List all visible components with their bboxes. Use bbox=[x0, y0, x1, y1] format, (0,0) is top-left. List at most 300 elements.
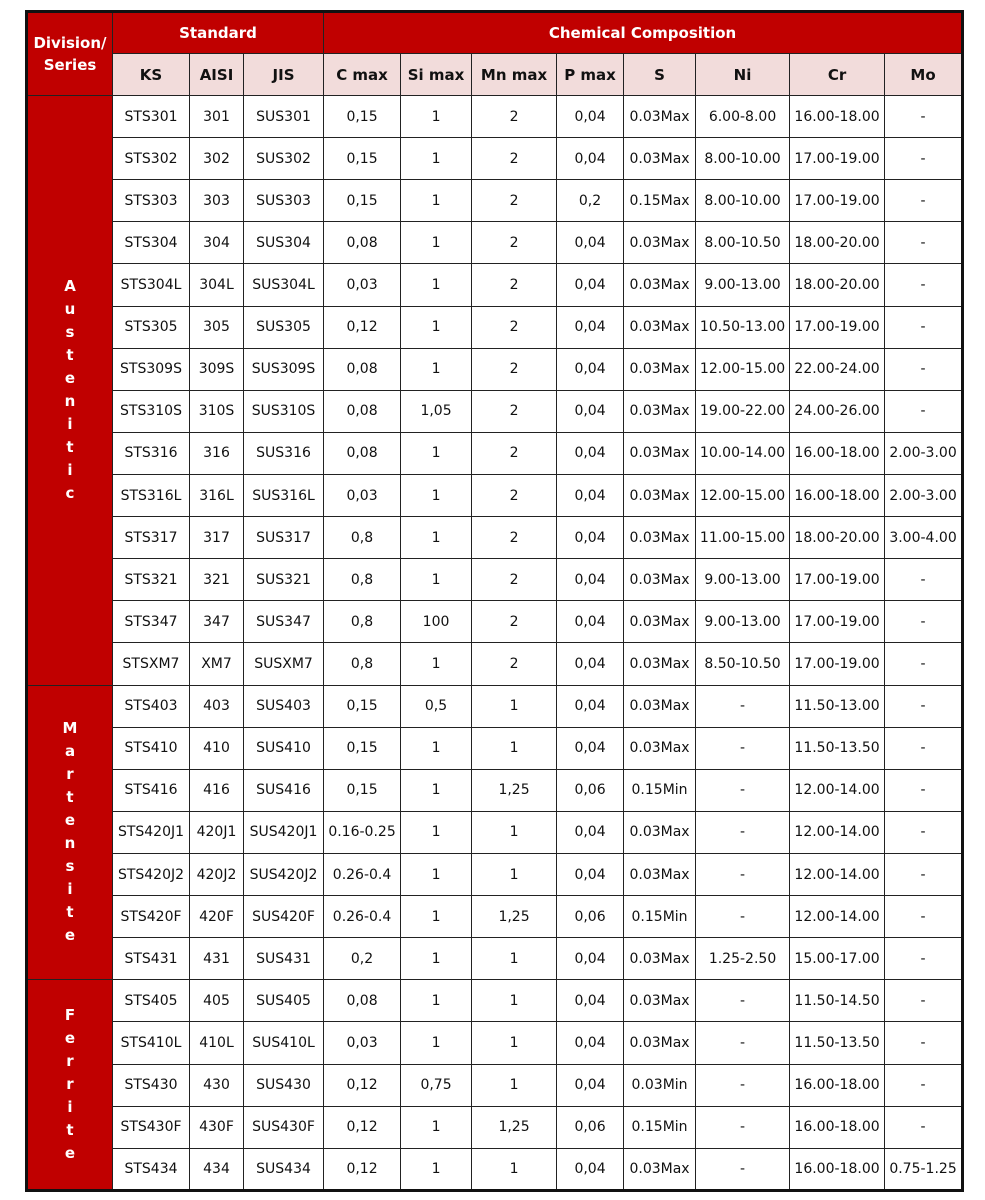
cell-si-max: 1 bbox=[401, 517, 472, 559]
column-header-row bbox=[27, 54, 963, 96]
cell-aisi: 420F bbox=[190, 896, 244, 938]
steel-composition-table bbox=[25, 10, 964, 1192]
cell-jis: SUS305 bbox=[244, 306, 324, 348]
cell-aisi: 431 bbox=[190, 938, 244, 980]
cell-s: 0.03Max bbox=[624, 517, 696, 559]
cell-si-max: 100 bbox=[401, 601, 472, 643]
col-header-s: S bbox=[624, 54, 696, 96]
cell-p-max: 0,04 bbox=[557, 138, 624, 180]
cell-aisi: 420J1 bbox=[190, 811, 244, 853]
cell-s: 0.03Max bbox=[624, 1148, 696, 1190]
cell-mn-max: 1 bbox=[472, 811, 557, 853]
cell-jis: SUS430 bbox=[244, 1064, 324, 1106]
cell-p-max: 0,04 bbox=[557, 390, 624, 432]
col-header-c-max: C max bbox=[324, 54, 401, 96]
cell-ni: - bbox=[696, 811, 790, 853]
table-row bbox=[27, 1064, 963, 1106]
cell-cr: 12.00-14.00 bbox=[790, 896, 885, 938]
cell-aisi: 303 bbox=[190, 180, 244, 222]
cell-ks: STS303 bbox=[113, 180, 190, 222]
division-letter: M bbox=[62, 719, 78, 738]
cell-ni: - bbox=[696, 685, 790, 727]
cell-mo: - bbox=[885, 601, 963, 643]
cell-ks: STS403 bbox=[113, 685, 190, 727]
cell-si-max: 1 bbox=[401, 769, 472, 811]
table-row bbox=[27, 264, 963, 306]
cell-mo: - bbox=[885, 727, 963, 769]
division-series-header: Division/ Series bbox=[27, 12, 113, 96]
col-header-ni: Ni bbox=[696, 54, 790, 96]
table-row bbox=[27, 853, 963, 895]
cell-s: 0.03Max bbox=[624, 474, 696, 516]
cell-p-max: 0,04 bbox=[557, 559, 624, 601]
cell-p-max: 0,04 bbox=[557, 601, 624, 643]
division-letter: i bbox=[67, 415, 73, 434]
cell-c-max: 0,8 bbox=[324, 517, 401, 559]
cell-cr: 17.00-19.00 bbox=[790, 643, 885, 685]
cell-aisi: 410L bbox=[190, 1022, 244, 1064]
cell-mn-max: 1 bbox=[472, 1022, 557, 1064]
cell-aisi: 301 bbox=[190, 96, 244, 138]
division-letter: A bbox=[64, 277, 76, 296]
cell-mo: - bbox=[885, 853, 963, 895]
cell-si-max: 1 bbox=[401, 264, 472, 306]
division-letter: t bbox=[66, 1121, 74, 1140]
cell-jis: SUSXM7 bbox=[244, 643, 324, 685]
cell-c-max: 0,03 bbox=[324, 474, 401, 516]
cell-si-max: 0,75 bbox=[401, 1064, 472, 1106]
cell-jis: SUS420J1 bbox=[244, 811, 324, 853]
table-row bbox=[27, 390, 963, 432]
cell-mn-max: 2 bbox=[472, 306, 557, 348]
table-row bbox=[27, 685, 963, 727]
cell-ks: STSXM7 bbox=[113, 643, 190, 685]
division-letter: n bbox=[64, 834, 76, 853]
cell-si-max: 1 bbox=[401, 222, 472, 264]
table-row bbox=[27, 980, 963, 1022]
cell-ks: STS416 bbox=[113, 769, 190, 811]
division-letter: t bbox=[66, 903, 74, 922]
division-letter: s bbox=[65, 857, 75, 876]
cell-s: 0.03Max bbox=[624, 938, 696, 980]
cell-jis: SUS403 bbox=[244, 685, 324, 727]
division-label-ferrite bbox=[27, 980, 113, 1191]
cell-mn-max: 1,25 bbox=[472, 896, 557, 938]
cell-jis: SUS301 bbox=[244, 96, 324, 138]
cell-p-max: 0,04 bbox=[557, 222, 624, 264]
cell-cr: 11.50-13.00 bbox=[790, 685, 885, 727]
cell-mn-max: 1,25 bbox=[472, 769, 557, 811]
division-letter: e bbox=[64, 1144, 76, 1163]
cell-jis: SUS304L bbox=[244, 264, 324, 306]
cell-si-max: 1 bbox=[401, 938, 472, 980]
cell-si-max: 1 bbox=[401, 896, 472, 938]
cell-mo: - bbox=[885, 222, 963, 264]
cell-p-max: 0,04 bbox=[557, 811, 624, 853]
cell-mn-max: 1 bbox=[472, 980, 557, 1022]
cell-mo: - bbox=[885, 811, 963, 853]
cell-mn-max: 2 bbox=[472, 432, 557, 474]
cell-aisi: 316L bbox=[190, 474, 244, 516]
cell-ks: STS430 bbox=[113, 1064, 190, 1106]
cell-c-max: 0,15 bbox=[324, 138, 401, 180]
cell-mo: 2.00-3.00 bbox=[885, 432, 963, 474]
col-header-mo: Mo bbox=[885, 54, 963, 96]
cell-p-max: 0,04 bbox=[557, 432, 624, 474]
cell-ni: 8.50-10.50 bbox=[696, 643, 790, 685]
cell-aisi: 309S bbox=[190, 348, 244, 390]
cell-jis: SUS420F bbox=[244, 896, 324, 938]
cell-si-max: 1 bbox=[401, 1148, 472, 1190]
cell-cr: 12.00-14.00 bbox=[790, 769, 885, 811]
cell-cr: 17.00-19.00 bbox=[790, 601, 885, 643]
cell-ni: 8.00-10.00 bbox=[696, 180, 790, 222]
cell-c-max: 0,03 bbox=[324, 1022, 401, 1064]
cell-mo: - bbox=[885, 264, 963, 306]
table-row bbox=[27, 222, 963, 264]
table-row bbox=[27, 769, 963, 811]
cell-mn-max: 1 bbox=[472, 1064, 557, 1106]
cell-s: 0.03Max bbox=[624, 390, 696, 432]
cell-c-max: 0,03 bbox=[324, 264, 401, 306]
division-letter: r bbox=[66, 765, 74, 784]
cell-s: 0.03Max bbox=[624, 1022, 696, 1064]
cell-cr: 16.00-18.00 bbox=[790, 96, 885, 138]
cell-jis: SUS410 bbox=[244, 727, 324, 769]
division-letter: s bbox=[65, 323, 75, 342]
cell-ni: - bbox=[696, 1106, 790, 1148]
division-letter: i bbox=[67, 461, 73, 480]
cell-p-max: 0,04 bbox=[557, 685, 624, 727]
cell-aisi: 405 bbox=[190, 980, 244, 1022]
cell-aisi: 317 bbox=[190, 517, 244, 559]
cell-p-max: 0,04 bbox=[557, 853, 624, 895]
cell-s: 0.03Max bbox=[624, 727, 696, 769]
cell-ks: STS316L bbox=[113, 474, 190, 516]
cell-ks: STS309S bbox=[113, 348, 190, 390]
cell-cr: 17.00-19.00 bbox=[790, 180, 885, 222]
cell-s: 0.03Max bbox=[624, 222, 696, 264]
chemical-composition-header: Chemical Composition bbox=[324, 12, 963, 54]
cell-mo: 2.00-3.00 bbox=[885, 474, 963, 516]
cell-jis: SUS410L bbox=[244, 1022, 324, 1064]
cell-ks: STS434 bbox=[113, 1148, 190, 1190]
cell-c-max: 0.26-0.4 bbox=[324, 896, 401, 938]
cell-aisi: 304L bbox=[190, 264, 244, 306]
col-header-mn-max: Mn max bbox=[472, 54, 557, 96]
table-row bbox=[27, 138, 963, 180]
cell-s: 0.03Max bbox=[624, 96, 696, 138]
cell-ks: STS410 bbox=[113, 727, 190, 769]
cell-p-max: 0,06 bbox=[557, 769, 624, 811]
cell-c-max: 0,15 bbox=[324, 727, 401, 769]
cell-c-max: 0,12 bbox=[324, 1148, 401, 1190]
cell-aisi: 302 bbox=[190, 138, 244, 180]
cell-si-max: 1 bbox=[401, 643, 472, 685]
cell-ks: STS410L bbox=[113, 1022, 190, 1064]
cell-aisi: 347 bbox=[190, 601, 244, 643]
cell-s: 0.03Max bbox=[624, 264, 696, 306]
cell-s: 0.15Min bbox=[624, 896, 696, 938]
cell-c-max: 0.26-0.4 bbox=[324, 853, 401, 895]
cell-aisi: 430 bbox=[190, 1064, 244, 1106]
cell-c-max: 0,08 bbox=[324, 980, 401, 1022]
cell-c-max: 0,15 bbox=[324, 769, 401, 811]
cell-mn-max: 1 bbox=[472, 853, 557, 895]
cell-c-max: 0,15 bbox=[324, 685, 401, 727]
cell-mo: - bbox=[885, 180, 963, 222]
cell-s: 0.03Max bbox=[624, 643, 696, 685]
cell-jis: SUS321 bbox=[244, 559, 324, 601]
table-row bbox=[27, 1022, 963, 1064]
col-header-aisi: AISI bbox=[190, 54, 244, 96]
cell-ks: STS304 bbox=[113, 222, 190, 264]
cell-ks: STS302 bbox=[113, 138, 190, 180]
cell-ni: 11.00-15.00 bbox=[696, 517, 790, 559]
division-letter: F bbox=[64, 1006, 76, 1025]
cell-jis: SUS416 bbox=[244, 769, 324, 811]
cell-aisi: 416 bbox=[190, 769, 244, 811]
cell-si-max: 1 bbox=[401, 180, 472, 222]
cell-aisi: 304 bbox=[190, 222, 244, 264]
table-row bbox=[27, 1148, 963, 1190]
cell-cr: 12.00-14.00 bbox=[790, 811, 885, 853]
cell-c-max: 0,08 bbox=[324, 222, 401, 264]
cell-aisi: XM7 bbox=[190, 643, 244, 685]
cell-mo: - bbox=[885, 1106, 963, 1148]
cell-c-max: 0,8 bbox=[324, 643, 401, 685]
cell-si-max: 1 bbox=[401, 474, 472, 516]
table-row bbox=[27, 896, 963, 938]
cell-jis: SUS405 bbox=[244, 980, 324, 1022]
table-row bbox=[27, 474, 963, 516]
cell-cr: 18.00-20.00 bbox=[790, 517, 885, 559]
cell-c-max: 0.16-0.25 bbox=[324, 811, 401, 853]
cell-si-max: 1 bbox=[401, 727, 472, 769]
cell-ni: 6.00-8.00 bbox=[696, 96, 790, 138]
cell-mn-max: 1,25 bbox=[472, 1106, 557, 1148]
cell-ks: STS430F bbox=[113, 1106, 190, 1148]
cell-jis: SUS420J2 bbox=[244, 853, 324, 895]
cell-cr: 22.00-24.00 bbox=[790, 348, 885, 390]
division-letter: t bbox=[66, 788, 74, 807]
table-row bbox=[27, 727, 963, 769]
cell-mn-max: 2 bbox=[472, 559, 557, 601]
cell-mn-max: 2 bbox=[472, 222, 557, 264]
cell-jis: SUS317 bbox=[244, 517, 324, 559]
cell-cr: 11.50-13.50 bbox=[790, 727, 885, 769]
table-row bbox=[27, 559, 963, 601]
standard-header: Standard bbox=[113, 12, 324, 54]
cell-mo: 0.75-1.25 bbox=[885, 1148, 963, 1190]
cell-ni: 8.00-10.50 bbox=[696, 222, 790, 264]
cell-s: 0.15Max bbox=[624, 180, 696, 222]
cell-mo: - bbox=[885, 938, 963, 980]
cell-ks: STS420F bbox=[113, 896, 190, 938]
cell-p-max: 0,04 bbox=[557, 517, 624, 559]
division-letter: e bbox=[64, 1029, 76, 1048]
cell-mo: - bbox=[885, 390, 963, 432]
cell-p-max: 0,04 bbox=[557, 980, 624, 1022]
division-label-austenitic bbox=[27, 96, 113, 686]
cell-aisi: 305 bbox=[190, 306, 244, 348]
cell-mn-max: 1 bbox=[472, 938, 557, 980]
cell-jis: SUS302 bbox=[244, 138, 324, 180]
cell-si-max: 1,05 bbox=[401, 390, 472, 432]
cell-cr: 18.00-20.00 bbox=[790, 264, 885, 306]
cell-ni: 10.50-13.00 bbox=[696, 306, 790, 348]
cell-s: 0.03Max bbox=[624, 432, 696, 474]
cell-jis: SUS304 bbox=[244, 222, 324, 264]
cell-ni: - bbox=[696, 853, 790, 895]
cell-p-max: 0,04 bbox=[557, 348, 624, 390]
cell-ni: 9.00-13.00 bbox=[696, 601, 790, 643]
cell-cr: 18.00-20.00 bbox=[790, 222, 885, 264]
cell-p-max: 0,04 bbox=[557, 306, 624, 348]
cell-s: 0.03Max bbox=[624, 853, 696, 895]
cell-c-max: 0,08 bbox=[324, 432, 401, 474]
division-letter: a bbox=[64, 742, 76, 761]
cell-ni: - bbox=[696, 896, 790, 938]
cell-si-max: 1 bbox=[401, 1022, 472, 1064]
cell-c-max: 0,12 bbox=[324, 1064, 401, 1106]
cell-s: 0.03Max bbox=[624, 601, 696, 643]
cell-cr: 11.50-14.50 bbox=[790, 980, 885, 1022]
col-header-p-max: P max bbox=[557, 54, 624, 96]
cell-aisi: 430F bbox=[190, 1106, 244, 1148]
cell-mo: - bbox=[885, 348, 963, 390]
cell-si-max: 1 bbox=[401, 559, 472, 601]
col-header-cr: Cr bbox=[790, 54, 885, 96]
cell-aisi: 310S bbox=[190, 390, 244, 432]
cell-si-max: 1 bbox=[401, 348, 472, 390]
cell-s: 0.03Max bbox=[624, 811, 696, 853]
cell-ks: STS304L bbox=[113, 264, 190, 306]
cell-si-max: 1 bbox=[401, 432, 472, 474]
cell-jis: SUS303 bbox=[244, 180, 324, 222]
table-row bbox=[27, 306, 963, 348]
cell-ni: 12.00-15.00 bbox=[696, 474, 790, 516]
cell-ni: 19.00-22.00 bbox=[696, 390, 790, 432]
cell-cr: 12.00-14.00 bbox=[790, 853, 885, 895]
cell-jis: SUS310S bbox=[244, 390, 324, 432]
cell-aisi: 316 bbox=[190, 432, 244, 474]
cell-mo: - bbox=[885, 138, 963, 180]
cell-jis: SUS431 bbox=[244, 938, 324, 980]
cell-s: 0.03Max bbox=[624, 138, 696, 180]
division-label-martensite bbox=[27, 685, 113, 980]
division-letter: e bbox=[64, 811, 76, 830]
cell-aisi: 434 bbox=[190, 1148, 244, 1190]
cell-si-max: 1 bbox=[401, 138, 472, 180]
cell-mo: 3.00-4.00 bbox=[885, 517, 963, 559]
table-row bbox=[27, 938, 963, 980]
table-row bbox=[27, 96, 963, 138]
cell-s: 0.03Max bbox=[624, 306, 696, 348]
cell-aisi: 321 bbox=[190, 559, 244, 601]
division-letter: e bbox=[64, 926, 76, 945]
cell-ni: - bbox=[696, 1148, 790, 1190]
cell-s: 0.03Max bbox=[624, 685, 696, 727]
cell-ni: 10.00-14.00 bbox=[696, 432, 790, 474]
cell-ni: 8.00-10.00 bbox=[696, 138, 790, 180]
cell-mn-max: 2 bbox=[472, 96, 557, 138]
cell-aisi: 420J2 bbox=[190, 853, 244, 895]
cell-mn-max: 2 bbox=[472, 348, 557, 390]
cell-mn-max: 2 bbox=[472, 517, 557, 559]
table-row bbox=[27, 643, 963, 685]
table-row bbox=[27, 1106, 963, 1148]
cell-ks: STS301 bbox=[113, 96, 190, 138]
cell-p-max: 0,04 bbox=[557, 727, 624, 769]
cell-mn-max: 2 bbox=[472, 264, 557, 306]
cell-mn-max: 2 bbox=[472, 643, 557, 685]
cell-cr: 15.00-17.00 bbox=[790, 938, 885, 980]
cell-mo: - bbox=[885, 1064, 963, 1106]
cell-s: 0.03Min bbox=[624, 1064, 696, 1106]
cell-jis: SUS434 bbox=[244, 1148, 324, 1190]
cell-ni: - bbox=[696, 980, 790, 1022]
cell-mo: - bbox=[885, 643, 963, 685]
division-letter: i bbox=[67, 1098, 73, 1117]
cell-mn-max: 2 bbox=[472, 180, 557, 222]
cell-mo: - bbox=[885, 896, 963, 938]
table-row bbox=[27, 432, 963, 474]
cell-s: 0.03Max bbox=[624, 980, 696, 1022]
cell-jis: SUS316L bbox=[244, 474, 324, 516]
cell-mo: - bbox=[885, 559, 963, 601]
cell-c-max: 0,2 bbox=[324, 938, 401, 980]
cell-ks: STS347 bbox=[113, 601, 190, 643]
cell-s: 0.03Max bbox=[624, 559, 696, 601]
cell-c-max: 0,12 bbox=[324, 306, 401, 348]
cell-mo: - bbox=[885, 1022, 963, 1064]
division-letter: t bbox=[66, 438, 74, 457]
cell-p-max: 0,2 bbox=[557, 180, 624, 222]
cell-p-max: 0,04 bbox=[557, 1064, 624, 1106]
cell-mn-max: 1 bbox=[472, 1148, 557, 1190]
cell-ni: - bbox=[696, 1064, 790, 1106]
division-letter: i bbox=[67, 880, 73, 899]
cell-p-max: 0,04 bbox=[557, 938, 624, 980]
cell-si-max: 1 bbox=[401, 1106, 472, 1148]
cell-ni: 12.00-15.00 bbox=[696, 348, 790, 390]
cell-ks: STS305 bbox=[113, 306, 190, 348]
table-row bbox=[27, 517, 963, 559]
cell-p-max: 0,04 bbox=[557, 1022, 624, 1064]
cell-mo: - bbox=[885, 769, 963, 811]
cell-mo: - bbox=[885, 96, 963, 138]
division-letter: c bbox=[65, 484, 75, 503]
cell-c-max: 0,08 bbox=[324, 390, 401, 432]
cell-mn-max: 1 bbox=[472, 727, 557, 769]
col-header-jis: JIS bbox=[244, 54, 324, 96]
cell-ks: STS420J1 bbox=[113, 811, 190, 853]
cell-jis: SUS430F bbox=[244, 1106, 324, 1148]
cell-ks: STS310S bbox=[113, 390, 190, 432]
cell-mn-max: 2 bbox=[472, 601, 557, 643]
cell-aisi: 410 bbox=[190, 727, 244, 769]
cell-p-max: 0,04 bbox=[557, 264, 624, 306]
cell-si-max: 1 bbox=[401, 811, 472, 853]
table-row bbox=[27, 180, 963, 222]
cell-p-max: 0,04 bbox=[557, 1148, 624, 1190]
division-letter: n bbox=[64, 392, 76, 411]
cell-mo: - bbox=[885, 306, 963, 348]
cell-mo: - bbox=[885, 685, 963, 727]
cell-s: 0.15Min bbox=[624, 1106, 696, 1148]
cell-c-max: 0,8 bbox=[324, 559, 401, 601]
